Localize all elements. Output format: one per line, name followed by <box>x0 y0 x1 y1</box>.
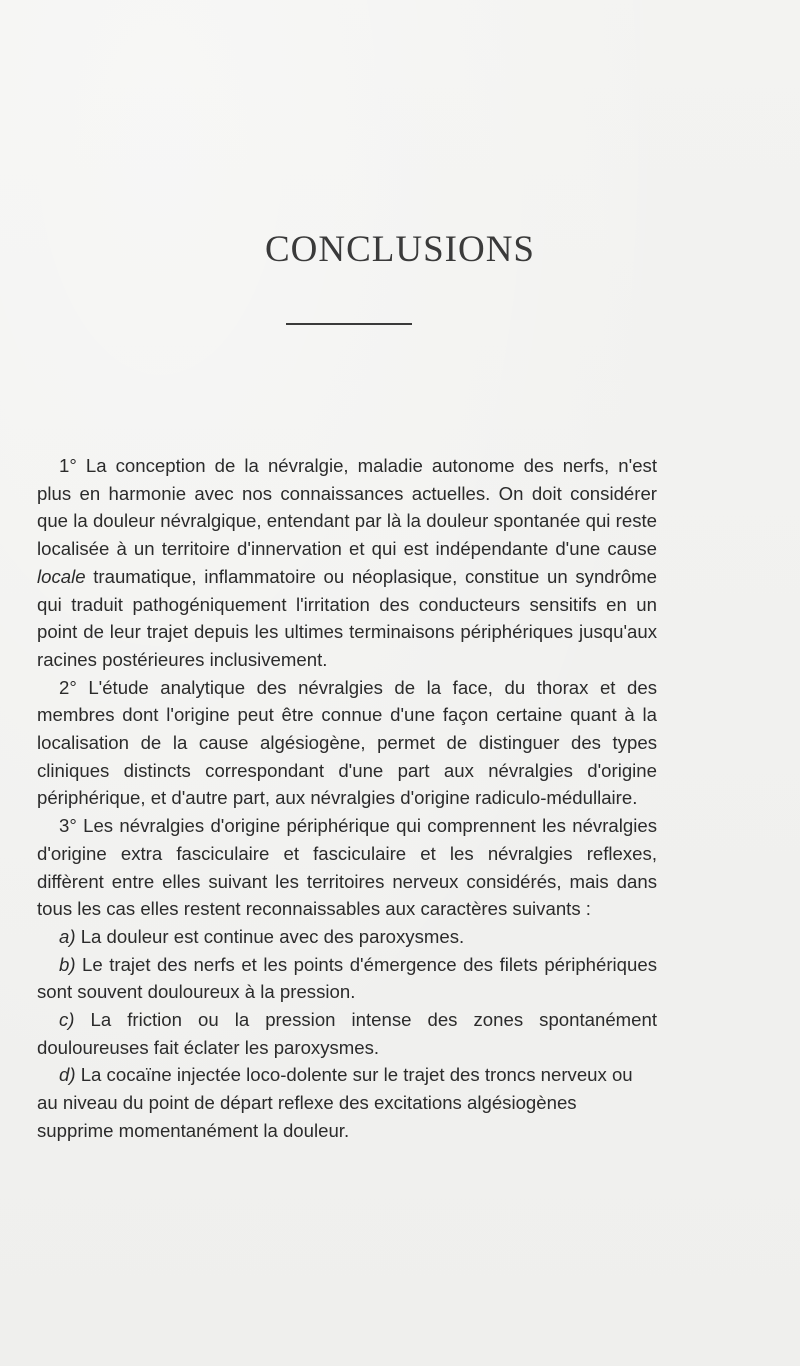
list-item-c <box>37 1006 657 1061</box>
conclusions-body <box>37 452 657 1145</box>
list-item-b <box>37 951 657 1006</box>
item-text: Le trajet des nerfs et les points d'émergence des filets périphériques sont souvent douloureux à la pression. <box>37 953 657 1003</box>
paragraph-number: 2° <box>59 676 77 698</box>
list-item-d <box>37 1061 657 1144</box>
item-text: La friction ou la pression intense des zones spontanément douloureuses fait éclater les paroxysmes. <box>37 1009 657 1058</box>
list-item-a <box>37 923 657 951</box>
paragraph-3 <box>37 812 657 923</box>
paragraph-text: traumatique, inflammatoire ou néoplasique, constitue un syndrôme qui traduit pathogéniquement l'irritation des conducteurs sensitifs en un point de leur trajet depuis les ultimes terminaisons périphériques jusqu'aux racines postérieures inclusivement. <box>37 565 657 670</box>
paragraph-text: La conception de la névralgie, maladie autonome des nerfs, n'est plus en harmonie avec nos connaissances actuelles. On doit considérer que la douleur névralgique, entendant par là la douleur spontanée qui reste localisée à un territoire d'innervation et qui est indépendante d'une cause <box>37 455 657 560</box>
item-text: La cocaïne injectée loco-dolente sur le trajet des troncs nerveux ou au niveau du point de départ reflexe des excitations algésiogènes supprime momentanément la douleur. <box>37 1064 633 1141</box>
title-divider <box>286 323 412 325</box>
item-letter: c) <box>59 1009 75 1031</box>
item-letter: b) <box>59 953 76 975</box>
paragraph-2 <box>37 674 657 813</box>
paragraph-text: L'étude analytique des névralgies de la face, du thorax et des membres dont l'origine peut être connue d'une façon certaine quant à la localisation de la cause algésiogène, permet de distinguer des types cliniques distincts correspondant d'une part aux névralgies d'origine périphérique, et d'autre part, aux névralgies d'origine radiculo-médullaire. <box>37 676 657 809</box>
item-text: La douleur est continue avec des paroxysmes. <box>75 925 465 947</box>
italic-word: locale <box>37 565 86 587</box>
page-title: CONCLUSIONS <box>264 229 536 270</box>
paragraph-1 <box>37 452 657 674</box>
paragraph-number: 3° <box>59 815 77 837</box>
paragraph-text: Les névralgies d'origine périphérique qui comprennent les névralgies d'origine extra fasciculaire et fasciculaire et les névralgies reflexes, diffèrent entre elles suivant les territoires nerveux considérés, mais dans tous les cas elles restent reconnaissables aux caractères suivants : <box>37 815 657 920</box>
paragraph-number: 1° <box>59 455 77 476</box>
item-letter: d) <box>59 1064 76 1086</box>
item-letter: a) <box>59 925 76 947</box>
